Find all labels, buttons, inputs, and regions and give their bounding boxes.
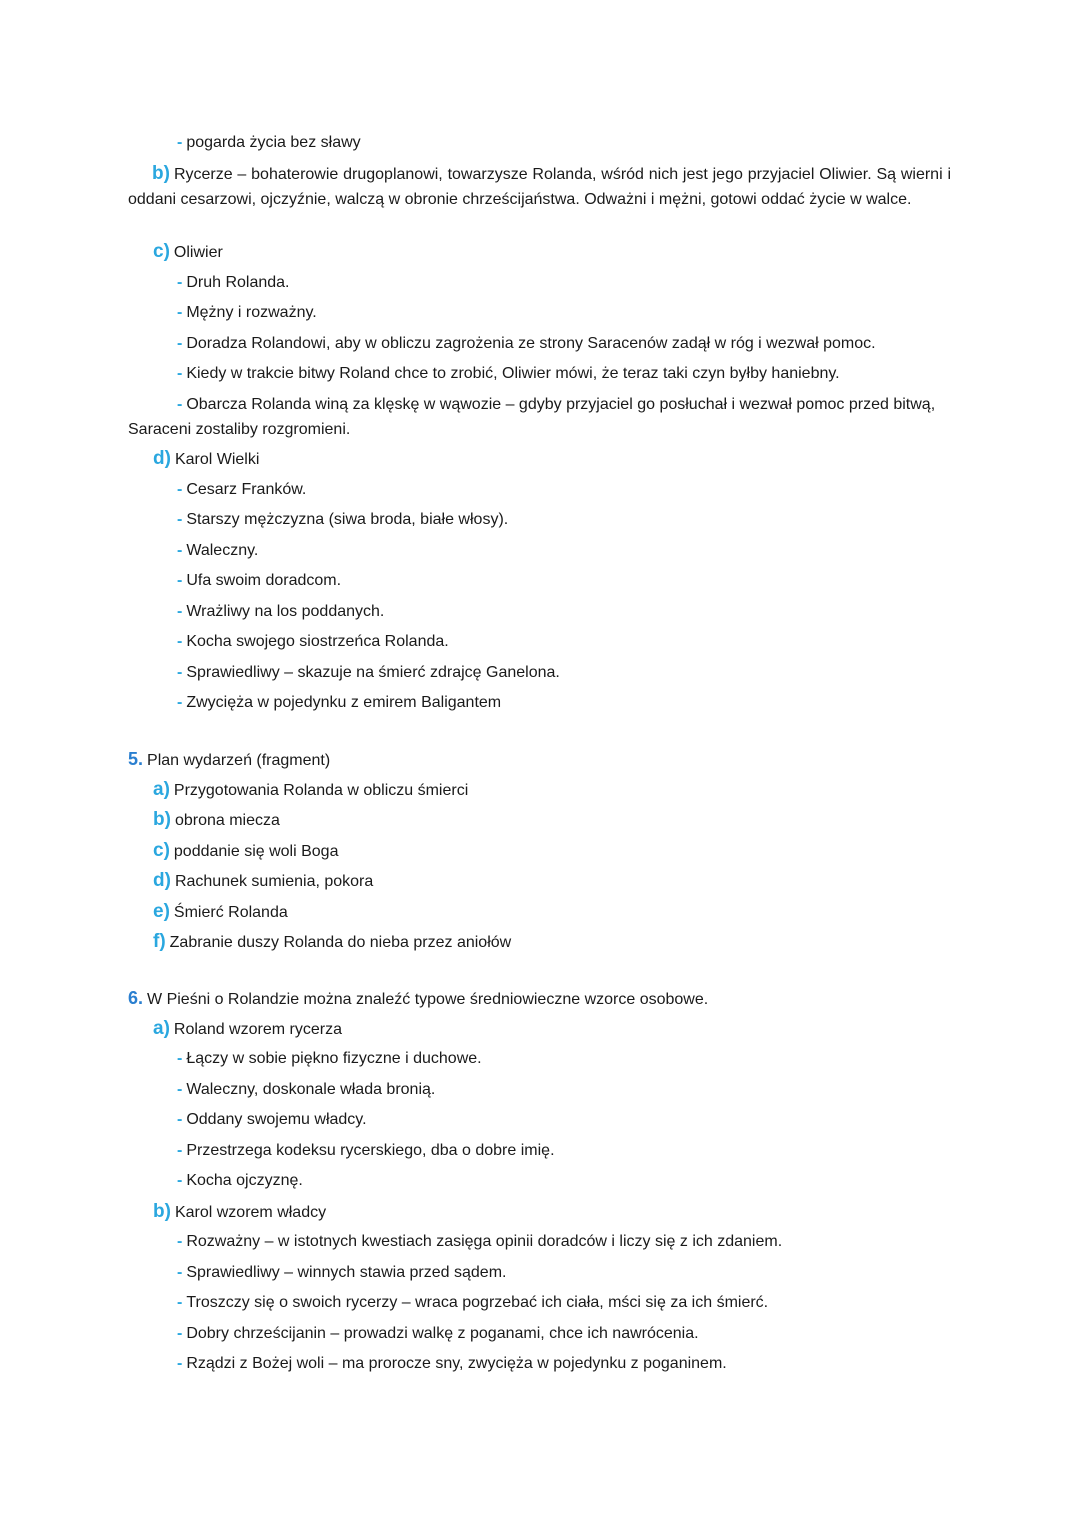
list-item-text: Rozważny – w istotnych kwestiach zasięga opinii doradców i liczy się z ich zdaniem. (186, 1233, 783, 1250)
plan-item (153, 932, 511, 953)
list-item (177, 1171, 303, 1191)
bullet-dash: - (177, 603, 183, 620)
list-item (177, 133, 361, 153)
list-item (177, 1110, 367, 1130)
list-item-text: Rządzi z Bożej woli – ma prorocze sny, zwycięża w pojedynku z poganinem. (186, 1355, 727, 1372)
bullet-dash: - (177, 335, 183, 352)
bullet-dash: - (177, 1325, 183, 1342)
bullet-dash: - (177, 1081, 183, 1098)
list-marker: c) (153, 840, 170, 861)
list-item (177, 1293, 768, 1313)
list-item-text: Kocha ojczyznę. (186, 1172, 303, 1189)
list-item (177, 480, 306, 500)
list-item (177, 1354, 727, 1374)
bullet-dash: - (177, 1355, 183, 1372)
section-heading-5 (128, 749, 330, 771)
list-marker: f) (153, 931, 166, 952)
list-item (177, 364, 840, 384)
list-marker: a) (153, 779, 170, 800)
list-item (177, 693, 501, 713)
paragraph-text: Rycerze – bohaterowie drugoplanowi, towarzysze Rolanda, wśród nich jest jego przyjaciel Oliwier. Są wierni i oddani cesarzowi, ojczyźnie, walczą w obronie chrześcijaństwa. Odważni i mężni, gotowi oddać życie w walce. (128, 166, 951, 208)
bullet-dash: - (177, 1294, 183, 1311)
list-item-text: Troszczy się o swoich rycerzy – wraca pogrzebać ich ciała, mści się za ich śmierć. (186, 1294, 769, 1311)
list-marker: b) (153, 809, 171, 830)
subheading-text: Oliwier (173, 244, 223, 261)
plan-item (153, 841, 338, 862)
list-item (177, 1324, 699, 1344)
list-item (177, 571, 341, 591)
bullet-dash: - (177, 572, 183, 589)
bullet-dash: - (177, 1111, 183, 1128)
list-item (177, 395, 935, 415)
bullet-dash: - (177, 633, 183, 650)
bullet-dash: - (177, 1050, 183, 1067)
list-item (177, 663, 560, 683)
subheading-karol (153, 449, 259, 470)
section-number: 6. (128, 988, 144, 1008)
list-item-text: Zwycięża w pojedynku z emirem Baligantem (186, 694, 502, 711)
section-title: Plan wydarzeń (fragment) (147, 752, 331, 769)
plan-item-text: poddanie się woli Boga (173, 843, 339, 860)
section-heading-6 (128, 988, 708, 1010)
bullet-dash: - (177, 274, 183, 291)
list-item-text: Starszy mężczyzna (siwa broda, białe włosy). (186, 511, 509, 528)
bullet-dash: - (177, 1172, 183, 1189)
list-item-text: Saraceni zostaliby rozgromieni. (128, 421, 351, 438)
list-marker: d) (153, 870, 171, 891)
subheading-oliwier (153, 242, 223, 263)
subheading-text: Karol wzorem władcy (174, 1204, 327, 1221)
bullet-dash: - (177, 1264, 183, 1281)
list-item-text: Przestrzega kodeksu rycerskiego, dba o dobre imię. (186, 1142, 555, 1159)
list-marker: c) (153, 241, 170, 262)
list-item-text: Mężny i rozważny. (186, 304, 317, 321)
section-title: W Pieśni o Rolandzie można znaleźć typowe średniowieczne wzorce osobowe. (147, 991, 709, 1008)
list-item-text: Sprawiedliwy – winnych stawia przed sądem. (186, 1264, 507, 1281)
list-item (177, 541, 258, 561)
plan-item-text: obrona miecza (174, 812, 280, 829)
list-marker: b) (153, 1201, 171, 1222)
list-item-text: Cesarz Franków. (186, 481, 307, 498)
subheading-text: Roland wzorem rycerza (173, 1021, 342, 1038)
bullet-dash: - (177, 542, 183, 559)
list-item-text: Kiedy w trakcie bitwy Roland chce to zrobić, Oliwier mówi, że teraz taki czyn byłby haniebny. (186, 365, 840, 382)
list-item (177, 602, 384, 622)
list-item-continuation (128, 420, 350, 440)
section-number: 5. (128, 749, 144, 769)
plan-item-text: Przygotowania Rolanda w obliczu śmierci (173, 782, 469, 799)
list-item-text: Oddany swojemu władcy. (186, 1111, 367, 1128)
bullet-dash: - (177, 694, 183, 711)
plan-item (153, 871, 373, 892)
list-item-text: Kocha swojego siostrzeńca Rolanda. (186, 633, 449, 650)
list-item (177, 1049, 482, 1069)
list-item (177, 273, 290, 293)
list-item-text: Sprawiedliwy – skazuje na śmierć zdrajcę Ganelona. (186, 664, 560, 681)
bullet-dash: - (177, 1142, 183, 1159)
bullet-dash: - (177, 134, 183, 151)
subheading-roland (153, 1019, 342, 1040)
list-item (177, 303, 317, 323)
bullet-dash: - (177, 396, 183, 413)
list-item-text: Ufa swoim doradcom. (186, 572, 342, 589)
list-item-text: Druh Rolanda. (186, 274, 290, 291)
list-item (177, 1263, 506, 1283)
subheading-text: Karol Wielki (174, 451, 260, 468)
list-item (177, 1080, 435, 1100)
bullet-dash: - (177, 304, 183, 321)
plan-item-text: Zabranie duszy Rolanda do nieba przez aniołów (169, 934, 512, 951)
plan-item (153, 780, 468, 801)
bullet-dash: - (177, 1233, 183, 1250)
plan-item (153, 902, 288, 923)
plan-item-text: Śmierć Rolanda (173, 904, 288, 921)
list-marker: a) (153, 1018, 170, 1039)
list-item (177, 1141, 555, 1161)
list-marker: b) (152, 163, 170, 184)
list-item (177, 1232, 782, 1252)
list-item (177, 334, 876, 354)
list-item-text: Waleczny. (186, 542, 259, 559)
bullet-dash: - (177, 481, 183, 498)
list-item-text: Doradza Rolandowi, aby w obliczu zagrożenia ze strony Saracenów zadął w róg i wezwał pomoc. (186, 335, 876, 352)
knights-paragraph (128, 161, 951, 212)
list-item-text: Obarcza Rolanda winą za klęskę w wąwozie – gdyby przyjaciel go posłuchał i wezwał pomoc przed bitwą, (186, 396, 936, 413)
list-item (177, 632, 449, 652)
bullet-dash: - (177, 365, 183, 382)
list-item (177, 510, 508, 530)
list-marker: e) (153, 901, 170, 922)
bullet-dash: - (177, 511, 183, 528)
bullet-dash: - (177, 664, 183, 681)
list-item-text: pogarda życia bez sławy (186, 134, 361, 151)
subheading-karol-ruler (153, 1202, 326, 1223)
list-item-text: Wrażliwy na los poddanych. (186, 603, 385, 620)
list-item-text: Dobry chrześcijanin – prowadzi walkę z poganami, chce ich nawrócenia. (186, 1325, 699, 1342)
list-item-text: Łączy w sobie piękno fizyczne i duchowe. (186, 1050, 482, 1067)
list-marker: d) (153, 448, 171, 469)
plan-item (153, 810, 280, 831)
list-item-text: Waleczny, doskonale włada bronią. (186, 1081, 436, 1098)
plan-item-text: Rachunek sumienia, pokora (174, 873, 374, 890)
